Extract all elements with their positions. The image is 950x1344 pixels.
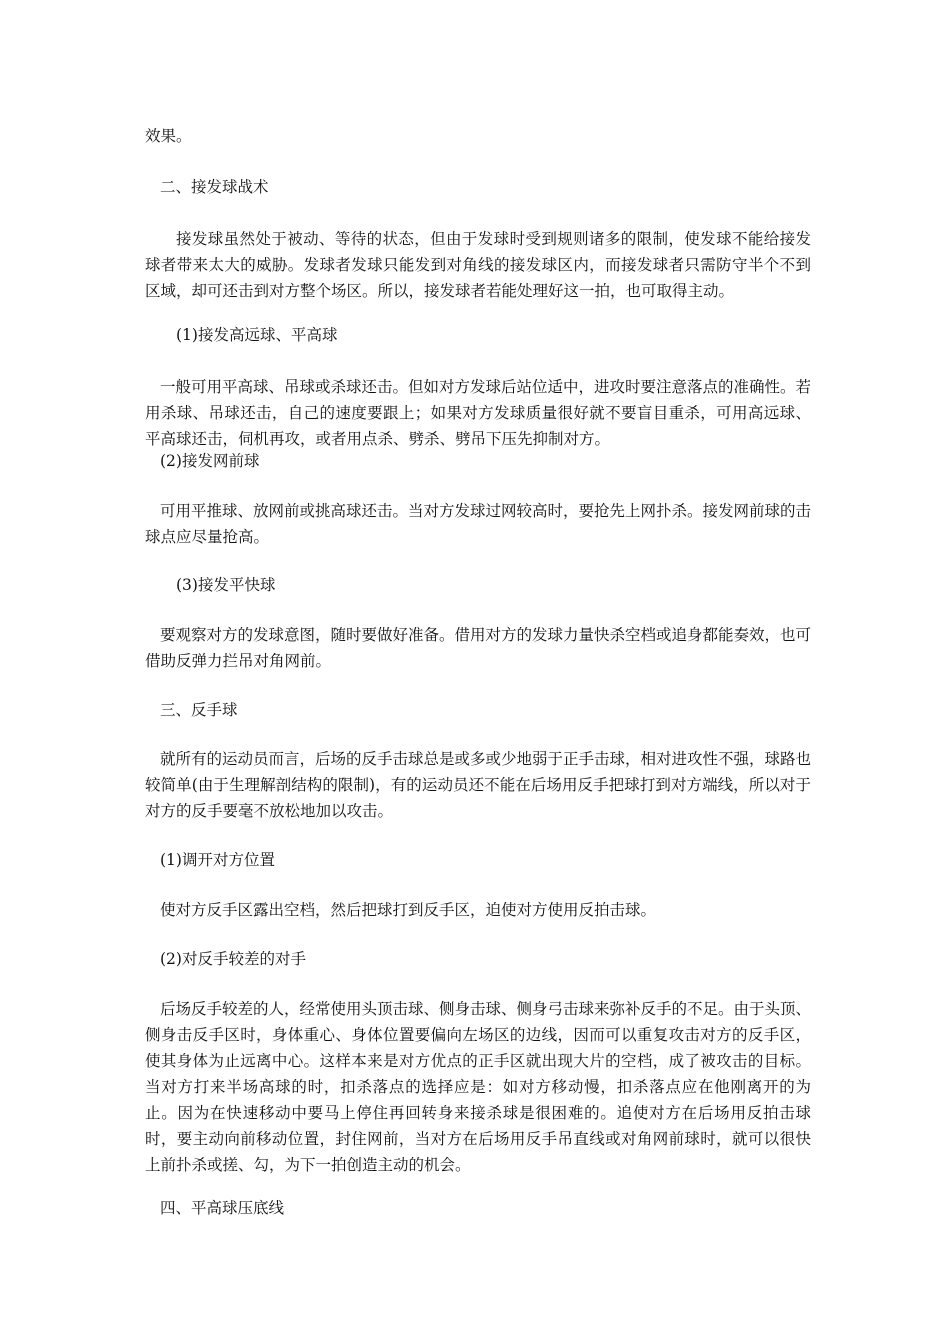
subsection-heading: (1)调开对方位置 (160, 851, 275, 869)
subsection-heading: (1)接发高远球、平高球 (176, 326, 338, 344)
paragraph: 一般可用平高球、吊球或杀球还击。但如对方发球后站位适中，进攻时要注意落点的准确性。若用杀球、吊球还击，自己的速度要跟上；如果对方发球质量很好就不要盲目重杀，可用高远球、平高球还击，伺机再攻，或者用点杀、劈杀、劈吊下压先抑制对方。 (145, 378, 812, 448)
section-heading: 四、平高球压底线 (160, 1199, 285, 1217)
subsection-heading: (2)对反手较差的对手 (160, 950, 306, 968)
paragraph: 后场反手较差的人，经常使用头顶击球、侧身击球、侧身弓击球来弥补反手的不足。由于头顶、侧身击反手区时，身体重心、身体位置要偏向左场区的边线，因而可以重复攻击对方的反手区，使其身体为止远离中心。这样本来是对方优点的正手区就出现大片的空档，成了被攻击的目标。当对方打来半场高球的时，扣杀落点的选择应是：如对方移动慢，扣杀落点应在他刚离开的为止。因为在快速移动中要马上停住再回转身来接杀球是很困难的。追使对方在后场用反拍击球时，要主动向前移动位置，封住网前，当对方在后场用反手吊直线或对角网前球时，就可以很快上前扑杀或搓、勾，为下一拍创造主动的机会。 (145, 1000, 812, 1174)
paragraph: 使对方反手区露出空档，然后把球打到反手区，迫使对方使用反拍击球。 (160, 901, 657, 919)
subsection-heading: (3)接发平快球 (176, 576, 276, 594)
paragraph: 可用平推球、放网前或挑高球还击。当对方发球过网较高时，要抢先上网扑杀。接发网前球的击球点应尽量抢高。 (145, 502, 812, 546)
section-heading: 二、接发球战术 (160, 178, 269, 196)
text-fragment: 效果。 (145, 127, 192, 145)
section-heading: 三、反手球 (160, 701, 238, 719)
subsection-heading: (2)接发网前球 (160, 452, 260, 470)
paragraph: 接发球虽然处于被动、等待的状态，但由于发球时受到规则诸多的限制，使发球不能给接发球者带来太大的威胁。发球者发球只能发到对角线的接发球区内，而接发球者只需防守半个不到区域，却可还击到对方整个场区。所以，接发球者若能处理好这一拍，也可取得主动。 (145, 230, 811, 300)
paragraph: 就所有的运动员而言，后场的反手击球总是或多或少地弱于正手击球，相对进攻性不强，球路也较简单(由于生理解剖结构的限制)，有的运动员还不能在后场用反手把球打到对方端线，所以对于对方的反手要毫不放松地加以攻击。 (145, 750, 812, 820)
paragraph: 要观察对方的发球意图，随时要做好准备。借用对方的发球力量快杀空档或追身都能奏效，也可借助反弹力拦吊对角网前。 (145, 626, 812, 670)
